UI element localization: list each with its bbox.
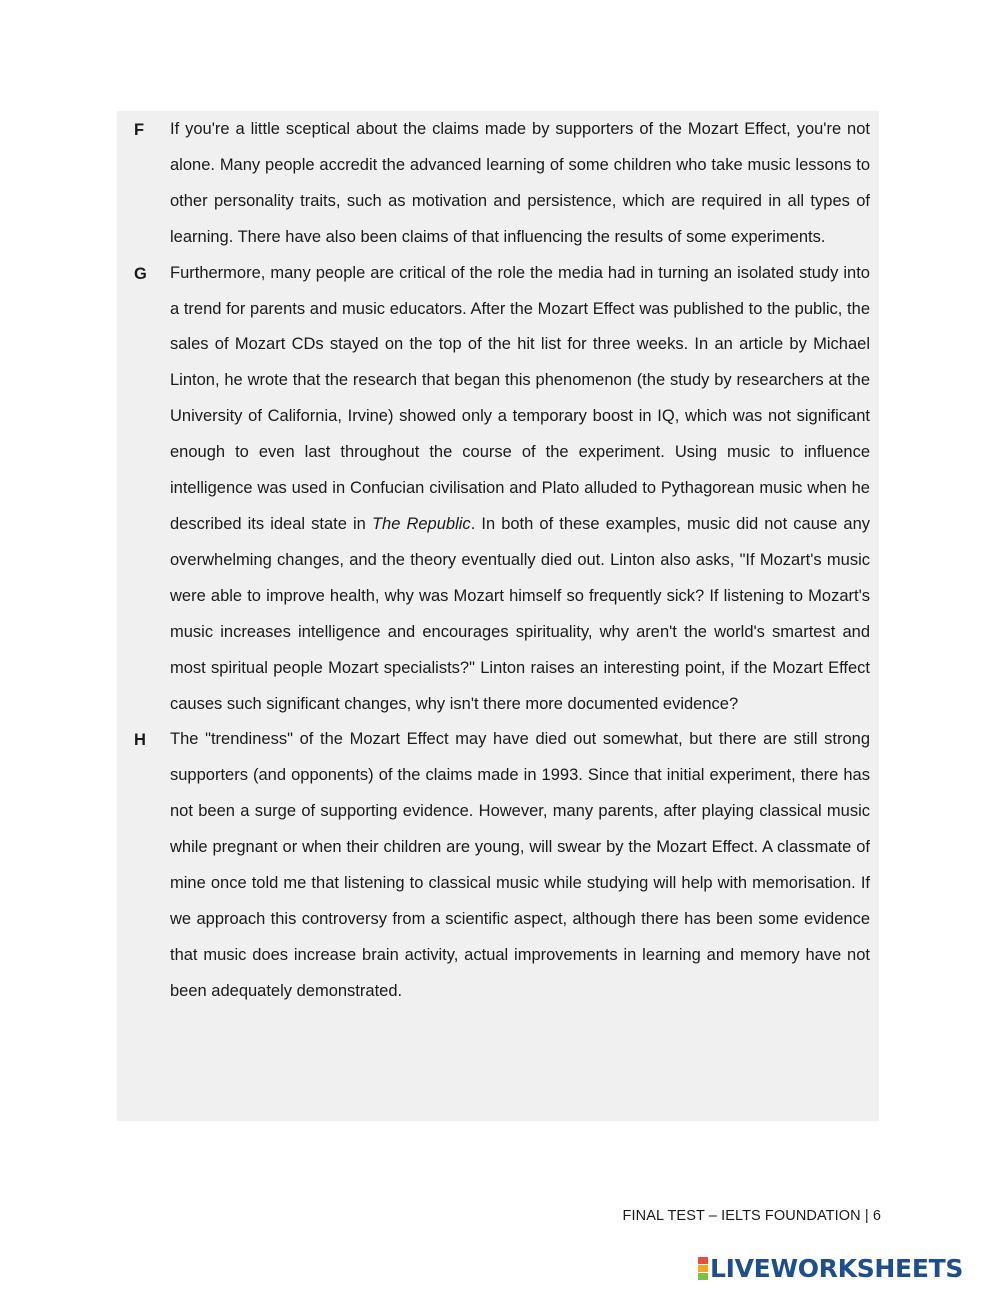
paragraph-text-part: . In both of these examples, music did not cause any overwhelming changes, and the theory eventually died out. Linton also asks, "If Mozart's music were able to improve health, why was Mozart himself so frequently sick? If listening to Mozart's music increases intelligence and encourages spirituality, why aren't the world's smartest and most spiritual people Mozart specialists?" Linton raises an interesting point, if the Mozart Effect causes such significant changes, why isn't there more documented evidence? xyxy=(170,514,870,713)
paragraph-text-part: Furthermore, many people are critical of the role the media had in turning an isolated study into a trend for parents and music educators. After the Mozart Effect was published to the public, the sales of Mozart CDs stayed on the top of the hit list for three weeks. In an article by Michael Linton, he wrote that the research that began this phenomenon (the study by researchers at the University of California, Irvine) showed only a temporary boost in IQ, which was not significant enough to even last throughout the course of the experiment. Using music to influence intelligence was used in Confucian civilisation and Plato alluded to Pythagorean music when he described its ideal state in xyxy=(170,263,870,533)
paragraph-text: If you're a little sceptical about the claims made by supporters of the Mozart Effect, you're not alone. Many people accredit the advanced learning of some children who take music lessons to other personality traits, such as motivation and persistence, which are required in all types of learning. There have also been claims of that influencing the results of some experiments. xyxy=(170,120,870,246)
reading-passage xyxy=(117,111,879,1121)
liveworksheets-brand xyxy=(698,1254,963,1283)
paragraph-letter: F xyxy=(134,121,145,139)
page-footer: FINAL TEST – IELTS FOUNDATION | 6 xyxy=(622,1208,881,1224)
paragraph-text: The "trendiness" of the Mozart Effect may have died out somewhat, but there are still strong supporters (and opponents) of the claims made in 1993. Since that initial experiment, there has not been a surge of supporting evidence. However, many parents, after playing classical music while pregnant or when their children are young, will swear by the Mozart Effect. A classmate of mine once told me that listening to classical music while studying will help with memorisation. If we approach this controversy from a scientific aspect, although there has been some evidence that music does increase brain activity, actual improvements in learning and memory have not been adequately demonstrated. xyxy=(170,730,870,1000)
paragraph-f xyxy=(117,112,879,256)
paragraph-g xyxy=(117,256,879,723)
brand-wordmark: LIVEWORKSHEETS xyxy=(710,1254,964,1283)
paragraph-h xyxy=(117,722,879,1009)
paragraph-letter: G xyxy=(134,264,147,283)
paragraph-letter: H xyxy=(134,731,146,750)
paragraph-text xyxy=(170,256,870,723)
book-title: The Republic xyxy=(371,514,471,533)
liveworksheets-logo-icon xyxy=(698,1257,708,1281)
